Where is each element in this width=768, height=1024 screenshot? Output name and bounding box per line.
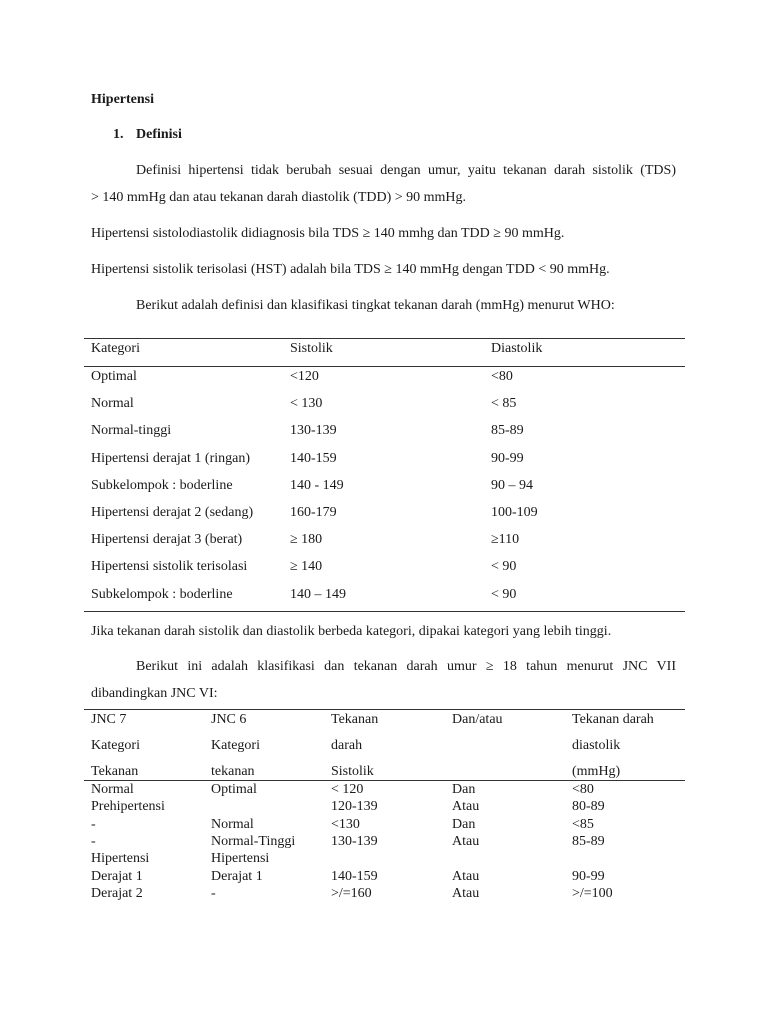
who-cell-kategori: Hipertensi sistolik terisolasi xyxy=(91,559,248,575)
jnc-row-cell: 120-139 xyxy=(331,799,378,815)
jnc-header-cell: JNC 7 xyxy=(91,712,127,727)
paragraph-hst: Hipertensi sistolik terisolasi (HST) adalah bila TDS ≥ 140 mmHg dengan TDD < 90 mmHg. xyxy=(91,262,610,277)
page-heading: Hipertensi xyxy=(91,92,154,107)
who-table-header-kategori: Kategori xyxy=(91,341,140,356)
who-cell-diastolik: 90 – 94 xyxy=(491,477,533,493)
who-cell-sistolik: ≥ 140 xyxy=(290,559,323,575)
who-table-header-rule xyxy=(84,366,685,367)
jnc-row-cell: Atau xyxy=(452,885,480,901)
who-cell-kategori: Normal-tinggi xyxy=(91,423,172,439)
jnc-header-cell: (mmHg) xyxy=(572,764,621,779)
jnc-header-cell: Kategori xyxy=(91,738,140,753)
jnc-row-cell: 85-89 xyxy=(572,833,605,849)
paragraph-definition-line1: Definisi hipertensi tidak berubah sesuai dengan umur, yaitu tekanan darah sistolik (TDS) xyxy=(136,163,676,178)
jnc-row-cell: 140-159 xyxy=(331,868,378,884)
section-title: Definisi xyxy=(136,127,182,142)
who-cell-diastolik: 85-89 xyxy=(491,423,524,439)
jnc-row-cell: <130 xyxy=(331,816,360,832)
jnc-row-cell: Derajat 2 xyxy=(91,885,143,901)
who-cell-kategori: Normal xyxy=(91,396,134,412)
who-cell-sistolik: ≥ 180 xyxy=(290,532,323,548)
who-cell-sistolik: 140 – 149 xyxy=(290,586,346,602)
who-table-top-rule xyxy=(84,338,685,339)
who-cell-sistolik: 140 - 149 xyxy=(290,477,344,493)
jnc-row-cell: - xyxy=(91,816,96,832)
who-table-header-sistolik: Sistolik xyxy=(290,341,333,356)
jnc-row-cell: Normal xyxy=(91,782,134,797)
jnc-row-cell: Atau xyxy=(452,833,480,849)
jnc-header-cell: Tekanan xyxy=(331,712,379,727)
who-cell-kategori: Hipertensi derajat 3 (berat) xyxy=(91,532,243,548)
who-cell-diastolik: < 90 xyxy=(491,586,517,602)
jnc-row-cell: Derajat 1 xyxy=(91,868,143,884)
who-cell-diastolik: 100-109 xyxy=(491,505,538,520)
who-table-bottom-rule xyxy=(84,611,685,612)
jnc-row-cell: 90-99 xyxy=(572,868,605,884)
who-cell-kategori: Subkelompok : boderline xyxy=(91,477,233,493)
who-cell-kategori: Hipertensi derajat 2 (sedang) xyxy=(91,505,254,520)
jnc-row-cell: Atau xyxy=(452,799,480,815)
jnc-header-cell: Kategori xyxy=(211,738,260,753)
who-cell-sistolik: < 130 xyxy=(290,396,323,412)
jnc-row-cell: >/=100 xyxy=(572,885,613,901)
jnc-header-cell: JNC 6 xyxy=(211,712,247,727)
paragraph-jnc-intro-line1: Berikut ini adalah klasifikasi dan tekanan darah umur ≥ 18 tahun menurut JNC VII xyxy=(136,659,676,674)
jnc-row-cell: Dan xyxy=(452,816,476,832)
jnc-header-cell: Dan/atau xyxy=(452,712,503,727)
paragraph-who-intro: Berikut adalah definisi dan klasifikasi tingkat tekanan darah (mmHg) menurut WHO: xyxy=(136,298,615,313)
jnc-header-cell: tekanan xyxy=(211,764,255,779)
jnc-row-cell: Dan xyxy=(452,782,476,797)
jnc-row-cell: <80 xyxy=(572,782,594,797)
paragraph-jnc-intro-line2: dibandingkan JNC VI: xyxy=(91,686,218,701)
who-cell-sistolik: <120 xyxy=(290,369,319,384)
who-cell-diastolik: < 85 xyxy=(491,396,517,412)
jnc-row-cell: - xyxy=(211,885,216,901)
jnc-row-cell: 80-89 xyxy=(572,799,605,815)
jnc-header-cell: Sistolik xyxy=(331,764,374,779)
who-cell-sistolik: 140-159 xyxy=(290,450,337,466)
jnc-row-cell: Hipertensi xyxy=(211,851,270,867)
who-cell-sistolik: 130-139 xyxy=(290,423,337,439)
jnc-table-top-rule xyxy=(84,709,685,710)
jnc-header-cell: Tekanan xyxy=(91,764,139,779)
who-cell-sistolik: 160-179 xyxy=(290,505,337,520)
who-cell-diastolik: 90-99 xyxy=(491,450,524,466)
jnc-row-cell: Optimal xyxy=(211,782,257,797)
jnc-header-cell: Tekanan darah xyxy=(572,712,654,727)
jnc-header-cell: darah xyxy=(331,738,363,753)
who-cell-kategori: Subkelompok : boderline xyxy=(91,586,233,602)
jnc-row-cell: Normal xyxy=(211,816,254,832)
jnc-row-cell: 130-139 xyxy=(331,833,378,849)
who-cell-diastolik: ≥110 xyxy=(491,532,520,548)
jnc-row-cell: Normal-Tinggi xyxy=(211,833,296,849)
paragraph-kategori-note: Jika tekanan darah sistolik dan diastolik berbeda kategori, dipakai kategori yang lebih tinggi. xyxy=(91,624,612,639)
jnc-header-cell: diastolik xyxy=(572,738,621,753)
who-cell-kategori: Hipertensi derajat 1 (ringan) xyxy=(91,450,250,466)
jnc-row-cell: Hipertensi xyxy=(91,851,150,867)
jnc-table-header-rule xyxy=(84,780,685,781)
jnc-row-cell: Prehipertensi xyxy=(91,799,165,815)
jnc-row-cell: Atau xyxy=(452,868,480,884)
jnc-row-cell: >/=160 xyxy=(331,885,372,901)
jnc-row-cell: - xyxy=(91,833,96,849)
jnc-row-cell: < 120 xyxy=(331,782,364,797)
paragraph-definition-line2: > 140 mmHg dan atau tekanan darah diastolik (TDD) > 90 mmHg. xyxy=(91,190,467,205)
jnc-row-cell: Derajat 1 xyxy=(211,868,263,884)
section-number: 1. xyxy=(113,127,124,142)
who-cell-diastolik: < 90 xyxy=(491,559,517,575)
who-cell-kategori: Optimal xyxy=(91,369,137,384)
jnc-row-cell: <85 xyxy=(572,816,594,832)
who-table-header-diastolik: Diastolik xyxy=(491,341,543,356)
paragraph-sistolodiastolik: Hipertensi sistolodiastolik didiagnosis bila TDS ≥ 140 mmhg dan TDD ≥ 90 mmHg. xyxy=(91,226,565,241)
who-cell-diastolik: <80 xyxy=(491,369,513,384)
